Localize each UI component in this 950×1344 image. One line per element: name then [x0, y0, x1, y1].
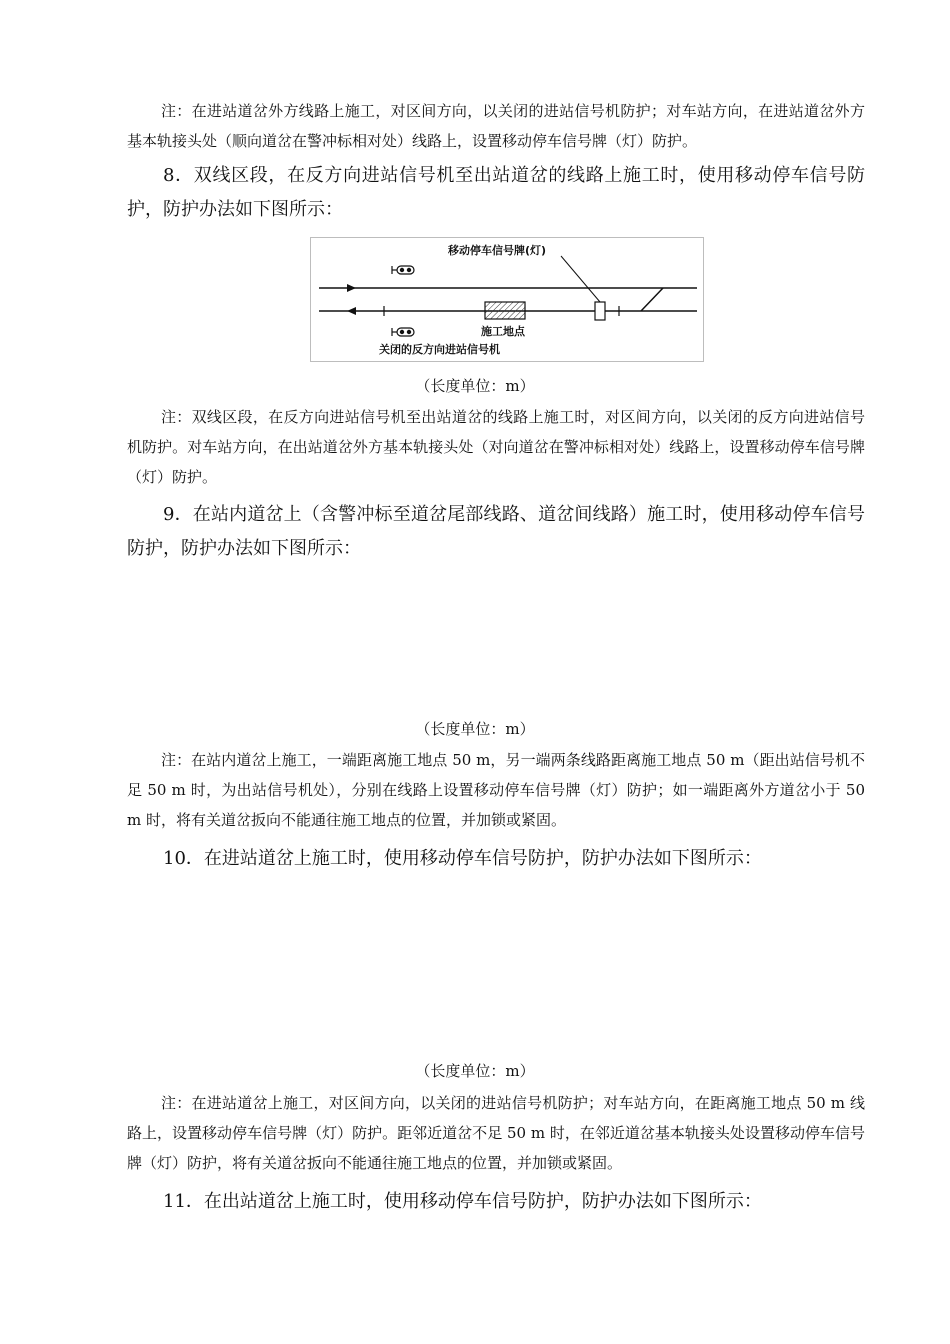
figure-8-diagram — [310, 237, 704, 362]
construction-site-box — [485, 302, 525, 319]
upper-direction-arrow-icon — [347, 284, 356, 292]
note-10: 注：在进站道岔上施工，对区间方向，以关闭的进站信号机防护；对车站方向，在距离施工地点 50 m 线路上，设置移动停车信号牌（灯）防护。距邻近道岔不足 50 m 时，在邻近道岔基本轨接头处设置移动停车信号牌（灯）防护，将有关道岔扳向不能通往施工地点的位置，并加锁或紧固。 — [127, 1094, 865, 1172]
label-construction-site: 施工地点 — [481, 325, 525, 338]
turnout-line — [641, 288, 663, 311]
item-8-text: 8．双线区段，在反方向进站信号机至出站道岔的线路上施工时，使用移动停车信号防护，防护办法如下图所示： — [127, 165, 865, 220]
item-10-text: 10．在进站道岔上施工时，使用移动停车信号防护，防护办法如下图所示： — [163, 848, 762, 869]
unit-label-1: （长度单位：m） — [415, 377, 535, 395]
note-8: 注：双线区段，在反方向进站信号机至出站道岔的线路上施工时，对区间方向，以关闭的反方向进站信号机防护。对车站方向，在出站道岔外方基本轨接头处（对向道岔在警冲标相对处）线路上，设置移动停车信号牌（灯）防护。 — [127, 408, 865, 486]
item-11-text: 11．在出站道岔上施工时，使用移动停车信号防护，防护办法如下图所示： — [163, 1191, 762, 1212]
upper-signal-icon — [392, 266, 414, 274]
label-moving-stop-sign: 移动停车信号牌(灯) — [448, 244, 547, 257]
lower-direction-arrow-icon — [347, 307, 356, 315]
reverse-signal-icon — [392, 328, 414, 336]
note-top: 注：在进站道岔外方线路上施工，对区间方向，以关闭的进站信号机防护；对车站方向，在进站道岔外方基本轨接头处（顺向道岔在警冲标相对处）线路上，设置移动停车信号牌（灯）防护。 — [127, 102, 865, 150]
item-9-text: 9．在站内道岔上（含警冲标至道岔尾部线路、道岔间线路）施工时，使用移动停车信号防护，防护办法如下图所示： — [127, 504, 865, 559]
unit-label-2: （长度单位：m） — [415, 720, 535, 738]
sign-leader-line — [561, 256, 600, 302]
note-9: 注：在站内道岔上施工，一端距离施工地点 50 m，另一端两条线路距离施工地点 50 m（距出站信号机不足 50 m 时，为出站信号机处），分别在线路上设置移动停车信号牌（灯）防护；如一端距离外方道岔小于 50 m 时，将有关道岔扳向不能通往施工地点的位置，并加锁或紧固。 — [127, 751, 865, 829]
unit-label-3: （长度单位：m） — [415, 1062, 535, 1080]
label-closed-reverse-signal: 关闭的反方向进站信号机 — [379, 343, 500, 356]
moving-stop-sign-icon — [595, 302, 605, 320]
